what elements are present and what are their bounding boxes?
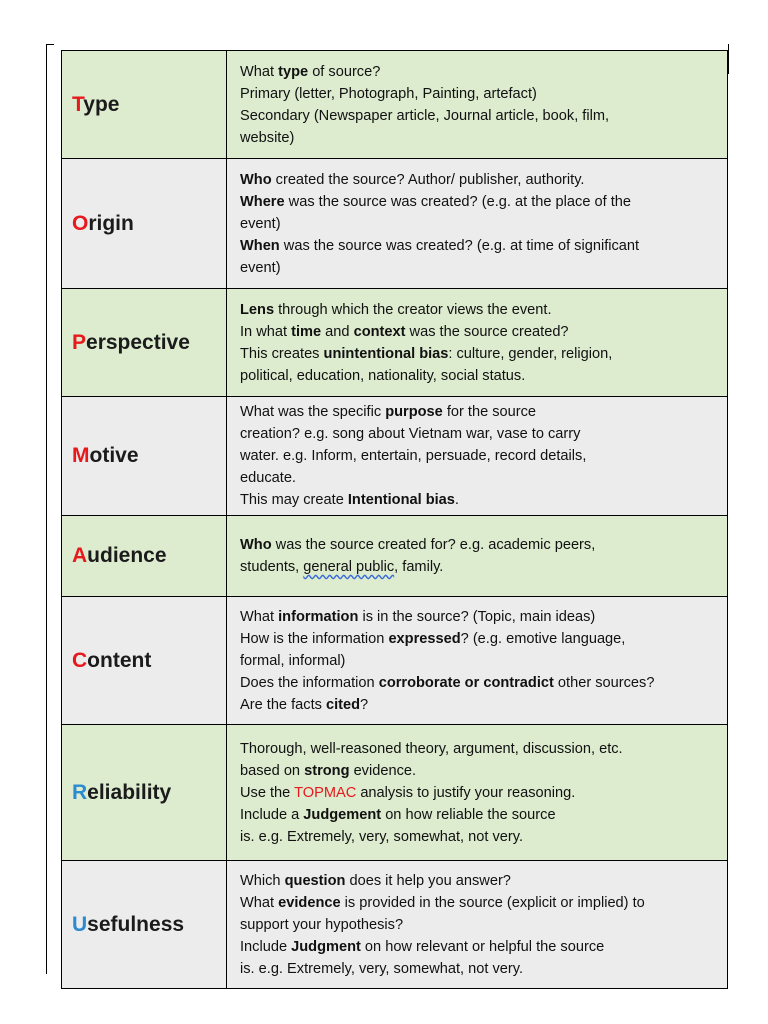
bold-term: Judgment	[291, 938, 361, 955]
description-line	[240, 826, 721, 848]
bold-term: purpose	[385, 404, 443, 420]
text-segment: educate.	[240, 470, 296, 486]
term-cell	[62, 51, 227, 159]
description-line	[240, 650, 721, 672]
text-segment: was the source was created? (e.g. at the place of the	[284, 193, 632, 210]
text-segment: Thorough, well-reasoned theory, argument, discussion, etc.	[240, 740, 623, 757]
term-rest: udience	[87, 544, 167, 567]
text-segment: through which the creator views the event.	[274, 301, 552, 318]
text-segment: What	[240, 608, 279, 625]
text-segment: event)	[240, 259, 281, 276]
text-segment: In what	[240, 323, 292, 340]
description-line	[240, 694, 721, 716]
text-segment: on how reliable the source	[381, 806, 556, 823]
bold-term: type	[278, 63, 309, 80]
text-segment: creation? e.g. song about Vietnam war, vase to carry	[240, 426, 581, 442]
description-line	[240, 169, 721, 191]
text-segment: based on	[240, 762, 305, 779]
text-segment: was the source was created? (e.g. at time of significant	[279, 237, 640, 254]
description-line	[240, 556, 721, 578]
bold-term: expressed	[388, 630, 461, 647]
description-line	[240, 401, 721, 423]
term-rest: sefulness	[87, 912, 185, 936]
text-segment: created the source? Author/ publisher, authority.	[271, 171, 585, 188]
bold-term: question	[284, 872, 346, 889]
term-cell	[62, 159, 227, 289]
description-line	[240, 105, 721, 127]
text-segment: What	[240, 63, 279, 80]
text-segment: Include	[240, 938, 292, 955]
bold-term: Who	[240, 171, 272, 188]
text-segment: .	[454, 492, 459, 508]
text-segment: formal, informal)	[240, 652, 346, 669]
text-segment: is. e.g. Extremely, very, somewhat, not very.	[240, 828, 524, 845]
text-segment: students,	[240, 559, 304, 575]
term-initial: P	[72, 330, 87, 354]
description-cell	[227, 597, 728, 725]
text-segment: for the source	[442, 404, 537, 420]
description-line	[240, 61, 721, 83]
topmac-table	[61, 50, 728, 989]
text-segment: other sources?	[553, 674, 655, 691]
text-segment: Does the information	[240, 674, 379, 691]
text-segment: event)	[240, 215, 281, 232]
bold-term: strong	[304, 762, 350, 779]
description-line	[240, 83, 721, 105]
table-row-reliability	[62, 725, 728, 861]
text-segment: Which	[240, 872, 285, 889]
table-row-motive	[62, 397, 728, 516]
description-cell	[227, 289, 728, 397]
description-line	[240, 213, 721, 235]
description-line	[240, 445, 721, 467]
description-line	[240, 257, 721, 279]
term-rest: ype	[83, 92, 120, 116]
description-line	[240, 321, 721, 343]
term-initial: M	[72, 444, 90, 467]
term-initial: R	[72, 780, 88, 804]
description-line	[240, 892, 721, 914]
term-initial: C	[72, 648, 88, 672]
description-line	[240, 958, 721, 980]
bold-term: Intentional bias	[347, 492, 455, 508]
table-row-type	[62, 51, 728, 159]
left-margin-line	[46, 44, 47, 974]
table-row-perspective	[62, 289, 728, 397]
text-segment: Primary (letter, Photograph, Painting, artefact)	[240, 85, 537, 102]
bold-term: time	[291, 323, 322, 340]
term-rest: eliability	[87, 780, 172, 804]
bold-term: Lens	[240, 301, 275, 318]
text-segment: evidence.	[349, 762, 417, 779]
bold-term: unintentional bias	[323, 345, 449, 362]
text-segment: analysis to justify your reasoning.	[356, 784, 576, 801]
text-segment: , family.	[394, 559, 444, 575]
description-line	[240, 760, 721, 782]
text-segment: is. e.g. Extremely, very, somewhat, not very.	[240, 960, 524, 977]
description-line	[240, 235, 721, 257]
description-line	[240, 489, 721, 511]
term-rest: ontent	[87, 648, 152, 672]
bold-term: Who	[240, 537, 272, 553]
bold-term: corroborate or contradict	[378, 674, 554, 691]
term-cell	[62, 861, 227, 989]
text-segment: website)	[240, 129, 295, 146]
description-line	[240, 782, 721, 804]
text-segment: Are the facts	[240, 696, 326, 713]
right-corner-mark	[728, 44, 729, 74]
term-cell	[62, 397, 227, 516]
text-segment: What was the specific	[240, 404, 386, 420]
description-line	[240, 365, 721, 387]
description-line	[240, 672, 721, 694]
description-cell	[227, 159, 728, 289]
term-initial: O	[72, 211, 89, 235]
text-segment: Include a	[240, 806, 304, 823]
description-cell	[227, 861, 728, 989]
description-line	[240, 606, 721, 628]
term-rest: otive	[89, 444, 139, 467]
description-cell	[227, 397, 728, 516]
term-cell	[62, 516, 227, 597]
text-segment: : culture, gender, religion,	[448, 345, 613, 362]
text-segment: was the source created?	[405, 323, 569, 340]
term-initial: T	[72, 92, 84, 116]
top-corner-mark	[46, 44, 54, 45]
description-line	[240, 804, 721, 826]
text-segment: What	[240, 894, 279, 911]
description-line	[240, 343, 721, 365]
term-initial: A	[72, 544, 88, 567]
description-line	[240, 534, 721, 556]
text-segment: ?	[360, 696, 369, 713]
term-cell	[62, 725, 227, 861]
description-line	[240, 628, 721, 650]
description-line	[240, 914, 721, 936]
term-rest: rigin	[88, 211, 134, 235]
topmac-highlight: TOPMAC	[294, 784, 357, 801]
description-line	[240, 738, 721, 760]
term-initial: U	[72, 912, 88, 936]
description-line	[240, 936, 721, 958]
term-cell	[62, 597, 227, 725]
text-segment: and	[321, 323, 354, 340]
table-row-audience	[62, 516, 728, 597]
text-segment: Use the	[240, 784, 295, 801]
text-segment: political, education, nationality, social status.	[240, 367, 526, 384]
table-row-usefulness	[62, 861, 728, 989]
description-line	[240, 191, 721, 213]
bold-term: context	[353, 323, 406, 340]
description-cell	[227, 516, 728, 597]
text-segment: This may create	[240, 492, 348, 508]
table-row-origin	[62, 159, 728, 289]
text-segment: This creates	[240, 345, 324, 362]
bold-term: evidence	[278, 894, 341, 911]
description-line	[240, 127, 721, 149]
table-row-content	[62, 597, 728, 725]
description-line	[240, 299, 721, 321]
text-segment: was the source created for? e.g. academic peers,	[271, 537, 596, 553]
text-segment: Secondary (Newspaper article, Journal article, book, film,	[240, 107, 610, 124]
text-segment: on how relevant or helpful the source	[360, 938, 605, 955]
description-cell	[227, 725, 728, 861]
text-segment: support your hypothesis?	[240, 916, 404, 933]
text-segment: does it help you answer?	[345, 872, 511, 889]
spellcheck-underline: general public	[303, 559, 395, 575]
bold-term: Judgement	[303, 806, 382, 823]
text-segment: water. e.g. Inform, entertain, persuade, record details,	[240, 448, 587, 464]
description-line	[240, 467, 721, 489]
bold-term: When	[240, 237, 280, 254]
term-cell	[62, 289, 227, 397]
term-rest: erspective	[86, 330, 190, 354]
bold-term: information	[278, 608, 359, 625]
text-segment: How is the information	[240, 630, 389, 647]
description-line	[240, 870, 721, 892]
bold-term: cited	[325, 696, 361, 713]
text-segment: of source?	[308, 63, 381, 80]
text-segment: is in the source? (Topic, main ideas)	[358, 608, 596, 625]
bold-term: Where	[240, 193, 285, 210]
description-line	[240, 423, 721, 445]
text-segment: is provided in the source (explicit or implied) to	[340, 894, 645, 911]
description-cell	[227, 51, 728, 159]
text-segment: ? (e.g. emotive language,	[460, 630, 626, 647]
